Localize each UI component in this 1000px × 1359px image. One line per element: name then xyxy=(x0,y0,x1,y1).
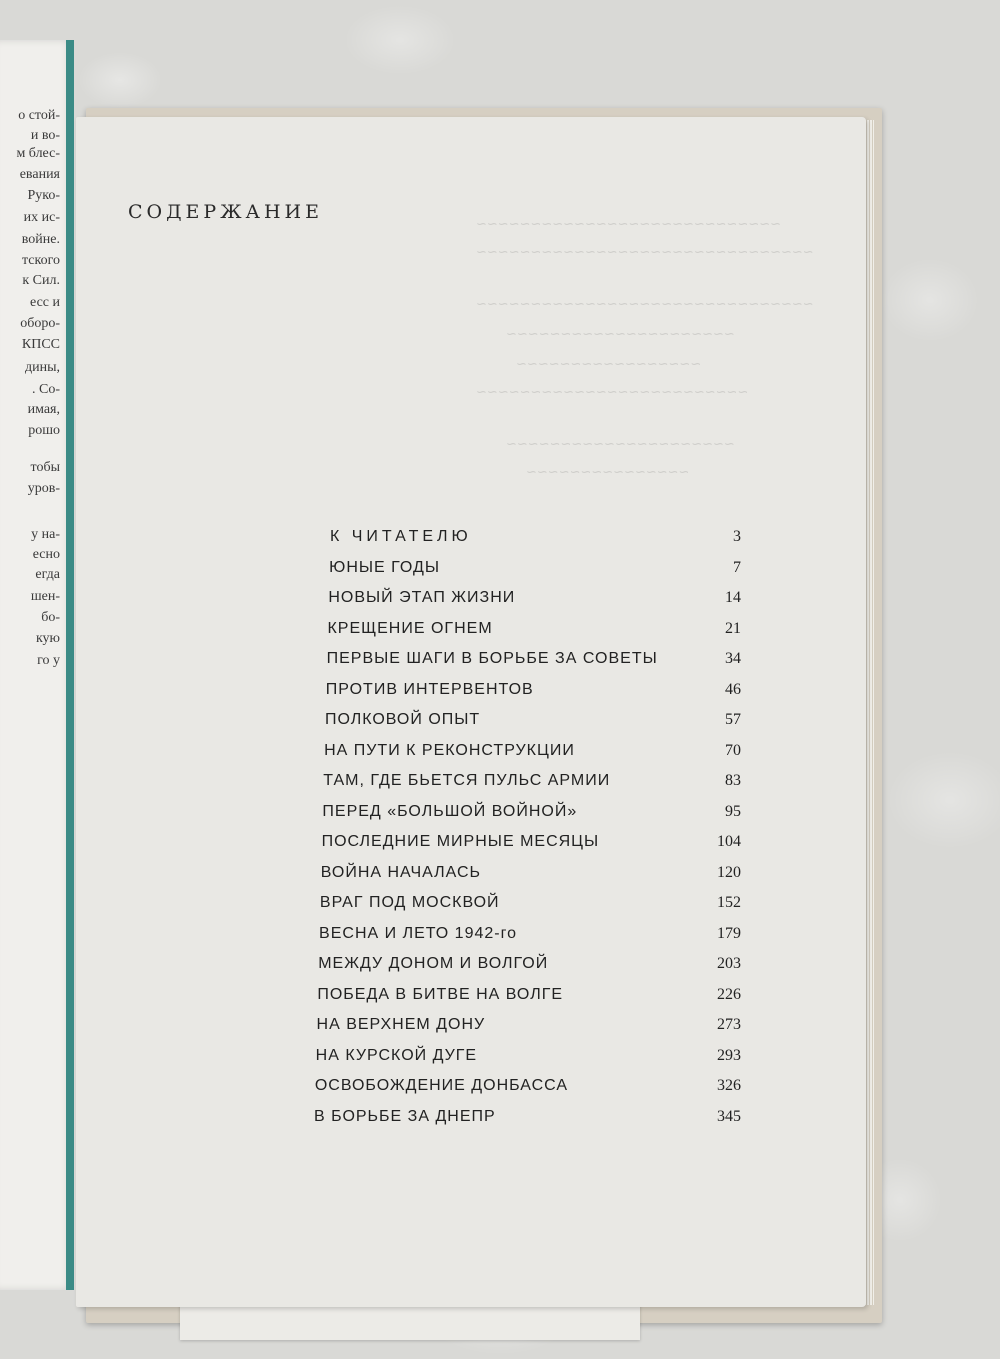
left-page-line: Руко- xyxy=(27,188,60,203)
contents-heading: СОДЕРЖАНИЕ xyxy=(128,201,323,223)
toc-entry-title: НОВЫЙ ЭТАП ЖИЗНИ xyxy=(328,589,516,607)
left-page-line: у на- xyxy=(31,527,60,542)
toc-entry xyxy=(323,772,741,798)
toc-entry-title: К ЧИТАТЕЛЮ xyxy=(330,528,472,545)
toc-entry-title: В БОРЬБЕ ЗА ДНЕПР xyxy=(314,1108,496,1125)
toc-entry-page: 70 xyxy=(724,741,741,759)
toc-entry-title: НА ПУТИ К РЕКОНСТРУКЦИИ xyxy=(324,741,575,759)
toc-entry xyxy=(324,742,741,768)
left-page-line: м блес- xyxy=(16,146,60,161)
left-page-line: есс и xyxy=(30,295,60,310)
bleed-through-text: ~~~~~~~~~~~~~~~~~ xyxy=(516,357,702,372)
left-page-line: бо- xyxy=(41,610,60,625)
left-page-line: . Со- xyxy=(32,382,60,397)
left-page-line: есно xyxy=(32,547,60,562)
toc-entry-page: 152 xyxy=(716,894,741,912)
toc-entry-page: 34 xyxy=(724,650,741,668)
toc-entry-page: 326 xyxy=(716,1077,741,1095)
toc-entry xyxy=(328,589,741,615)
toc-entry-page: 14 xyxy=(724,589,741,607)
toc-entry xyxy=(325,711,741,737)
toc-entry xyxy=(322,803,741,829)
left-page-line: уров- xyxy=(27,481,60,496)
toc-entry-title: ПЕРЕД «БОЛЬШОЙ ВОЙНОЙ» xyxy=(322,802,578,820)
toc-entry xyxy=(317,986,741,1012)
toc-entry-title: ВОЙНА НАЧАЛАСЬ xyxy=(320,863,482,881)
left-page-line: шен- xyxy=(30,589,60,604)
toc-entry-title: ПОБЕДА В БИТВЕ НА ВОЛГЕ xyxy=(317,985,564,1003)
toc-entry-page: 7 xyxy=(732,558,741,576)
toc-entry-title: НА КУРСКОЙ ДУГЕ xyxy=(315,1046,478,1064)
toc-entry-title: ПОСЛЕДНИЕ МИРНЫЕ МЕСЯЦЫ xyxy=(321,833,600,851)
toc-entry-page: 46 xyxy=(724,680,741,698)
bleed-through-text: ~~~~~~~~~~~~~~~~~~~~~ xyxy=(506,327,735,342)
toc-entry-page: 273 xyxy=(716,1016,741,1034)
toc-entry-title: ПОЛКОВОЙ ОПЫТ xyxy=(324,711,481,729)
toc-entry-page: 293 xyxy=(716,1046,741,1064)
toc-entry-page: 21 xyxy=(724,619,741,637)
left-page-line: к Сил. xyxy=(22,273,60,288)
toc-entry-title: ТАМ, ГДЕ БЬЕТСЯ ПУЛЬС АРМИИ xyxy=(323,772,611,790)
toc-entry-page: 203 xyxy=(716,955,741,973)
toc-entry xyxy=(319,925,741,951)
bleed-through-text: ~~~~~~~~~~~~~~~~~~~~~~~~~~~~~~~ xyxy=(476,245,814,260)
left-page-line: рошо xyxy=(28,423,60,438)
toc-entry xyxy=(329,559,741,585)
toc-entry-title: НА ВЕРХНЕМ ДОНУ xyxy=(316,1016,486,1034)
toc-entry-page: 120 xyxy=(716,863,741,881)
toc-entry-title: МЕЖДУ ДОНОМ И ВОЛГОЙ xyxy=(318,955,549,973)
toc-entry xyxy=(320,894,741,920)
toc-entry xyxy=(330,528,741,554)
toc-entry xyxy=(326,681,741,707)
toc-entry-page: 57 xyxy=(724,711,741,729)
bleed-through-text: ~~~~~~~~~~~~~~~~~~~~~~~~~~~~~~~ xyxy=(476,297,814,312)
toc-entry-page: 345 xyxy=(717,1108,741,1125)
left-page xyxy=(0,40,74,1290)
left-page-line: тского xyxy=(22,253,60,268)
bleed-through-text: ~~~~~~~~~~~~~~~~~~~~~ xyxy=(506,437,735,452)
left-page-line: дины, xyxy=(24,360,60,375)
toc-entry-page: 3 xyxy=(733,528,741,545)
toc-entry-page: 179 xyxy=(716,924,741,942)
toc-entry-title: ВРАГ ПОД МОСКВОЙ xyxy=(319,894,500,912)
left-page-line: тобы xyxy=(30,460,60,475)
toc-entry xyxy=(321,864,741,890)
left-page-line: оборо- xyxy=(20,316,60,331)
toc-entry-title: ОСВОБОЖДЕНИЕ ДОНБАССА xyxy=(314,1077,569,1095)
left-page-line: егда xyxy=(35,567,60,582)
left-page-line: войне. xyxy=(21,232,60,247)
toc-entry-page: 95 xyxy=(724,802,741,820)
left-page-line: имая, xyxy=(27,402,60,417)
toc-entry-title: ПЕРВЫЕ ШАГИ В БОРЬБЕ ЗА СОВЕТЫ xyxy=(326,650,658,668)
bleed-through-text: ~~~~~~~~~~~~~~~ xyxy=(526,465,690,480)
toc-entry xyxy=(318,955,741,981)
toc-entry-page: 104 xyxy=(716,833,741,851)
left-page-edge-stripe xyxy=(66,40,74,1290)
toc-entry xyxy=(315,1077,741,1103)
toc-entry-title: ПРОТИВ ИНТЕРВЕНТОВ xyxy=(325,680,534,698)
toc-entry xyxy=(316,1047,741,1073)
left-page-line: евания xyxy=(19,167,60,182)
toc-entry-title: ВЕСНА И ЛЕТО 1942-го xyxy=(319,924,517,942)
toc-entry-page: 226 xyxy=(716,985,741,1003)
toc-entry xyxy=(317,1016,741,1042)
left-page-line: их ис- xyxy=(23,210,60,225)
bleed-through-text: ~~~~~~~~~~~~~~~~~~~~~~~~~~~~ xyxy=(476,217,781,232)
left-page-line: КПСС xyxy=(21,337,60,352)
toc-entry-title: ЮНЫЕ ГОДЫ xyxy=(329,558,441,576)
toc-entry xyxy=(322,833,741,859)
toc-entry xyxy=(327,620,741,646)
left-page-line: кую xyxy=(35,631,60,646)
toc-entry xyxy=(327,650,741,676)
bleed-through-text: ~~~~~~~~~~~~~~~~~~~~~~~~~ xyxy=(476,385,749,400)
left-page-line: о стой- xyxy=(18,108,60,123)
toc-entry-page: 83 xyxy=(724,772,741,790)
toc-entry xyxy=(314,1108,741,1134)
left-page-line: и во- xyxy=(30,128,60,143)
left-page-line: го у xyxy=(37,653,60,668)
toc-entry-title: КРЕЩЕНИЕ ОГНЕМ xyxy=(327,619,493,637)
